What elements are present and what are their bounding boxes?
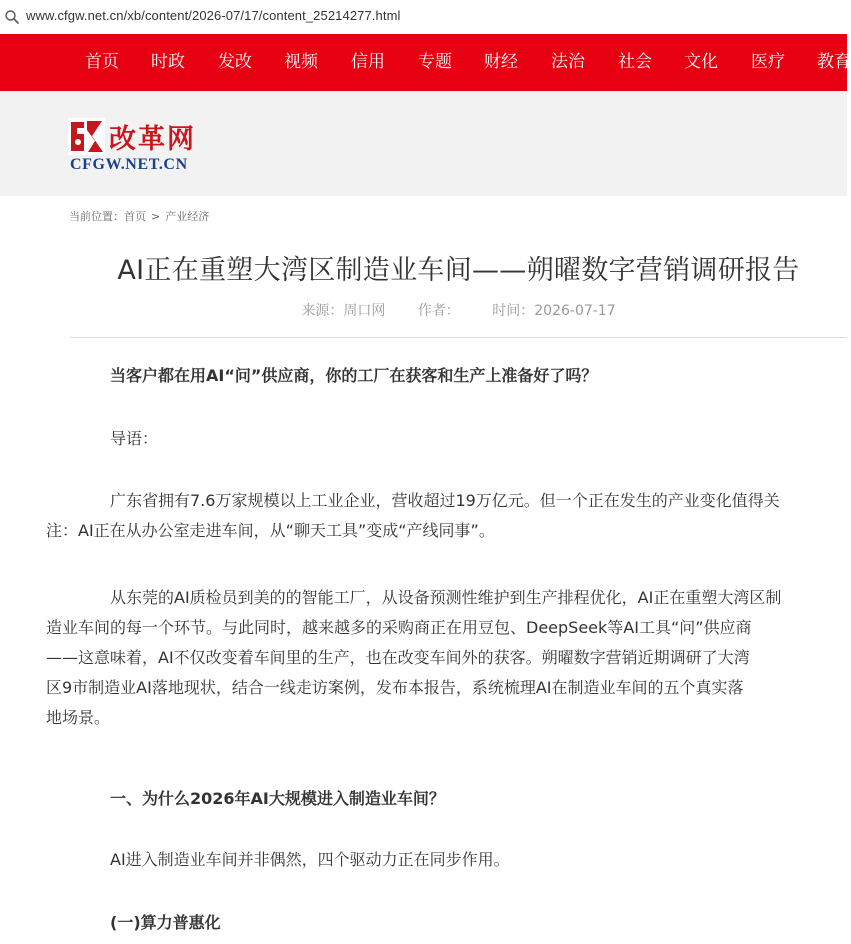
breadcrumb — [69, 208, 209, 224]
article-title: AI正在重塑大湾区制造业车间——朔曜数字营销调研报告 — [117, 255, 800, 286]
intro-label: 导语： — [110, 429, 159, 448]
site-logo[interactable] — [68, 118, 228, 174]
nav-item-law[interactable]: 法治 — [551, 52, 585, 72]
nav-item-medical[interactable]: 医疗 — [751, 52, 785, 72]
nav-item-politics[interactable]: 时政 — [151, 52, 185, 72]
logo-english-text: CFGW.NET.CN — [70, 156, 188, 173]
nav-item-education[interactable]: 教育 — [817, 52, 851, 72]
subheading-1: (一)算力普惠化 — [110, 913, 221, 932]
main-nav — [0, 34, 851, 91]
section-heading-1: 一、为什么2026年AI大规模进入制造业车间？ — [110, 789, 445, 808]
paragraph-3: AI进入制造业车间并非偶然，四个驱动力正在同步作用。 — [110, 850, 510, 869]
article-meta — [70, 300, 847, 320]
logo-mark-icon — [68, 118, 105, 155]
nav-item-video[interactable]: 视频 — [284, 52, 318, 72]
nav-item-culture[interactable]: 文化 — [684, 52, 718, 72]
nav-item-society[interactable]: 社会 — [618, 52, 652, 72]
title-divider — [70, 337, 847, 338]
url-text[interactable]: www.cfgw.net.cn/xb/content/2026-07/17/content_25214277.html — [26, 8, 401, 23]
search-icon — [4, 9, 20, 25]
nav-item-credit[interactable]: 信用 — [351, 52, 385, 72]
breadcrumb-separator: > — [151, 210, 161, 223]
nav-item-topics[interactable]: 专题 — [418, 52, 452, 72]
masthead — [0, 91, 847, 196]
article-author: 作者： — [417, 303, 460, 319]
nav-item-finance[interactable]: 财经 — [484, 52, 518, 72]
article-time: 时间：2026-07-17 — [492, 303, 616, 319]
breadcrumb-home-link[interactable]: 首页 — [124, 210, 146, 223]
nav-item-reform[interactable]: 发改 — [218, 52, 252, 72]
nav-item-home[interactable]: 首页 — [85, 52, 119, 72]
lead-question: 当客户都在用AI“问”供应商，你的工厂在获客和生产上准备好了吗？ — [110, 366, 598, 385]
breadcrumb-section-link[interactable]: 产业经济 — [165, 210, 210, 223]
address-bar[interactable] — [0, 0, 847, 34]
logo-chinese-text: 改革网 — [109, 124, 196, 155]
article-source: 来源：周口网 — [301, 303, 386, 319]
paragraph-2: 从东莞的AI质检员到美的的智能工厂，从设备预测性维护到生产排程优化，AI正在重塑大湾区制 造业车间的每一个环节。与此同时，越来越多的采购商正在用豆包、DeepSeek等AI工具“问”供应商 ——这意味着，AI不仅改变着车间里的生产，也在改变车间外的获客。朔曜数字营销近期调研了大湾 区9市制造业AI落地现状，结合一线走访案例，发布本报告，系统梳理AI在制造业车间的五个真实落 地场景。 — [46, 588, 782, 727]
breadcrumb-prefix: 当前位置： — [69, 210, 124, 223]
paragraph-1: 广东省拥有7.6万家规模以上工业企业，营收超过19万亿元。但一个正在发生的产业变化值得关 注：AI正在从办公室走进车间，从“聊天工具”变成“产线同事”。 — [46, 491, 780, 540]
